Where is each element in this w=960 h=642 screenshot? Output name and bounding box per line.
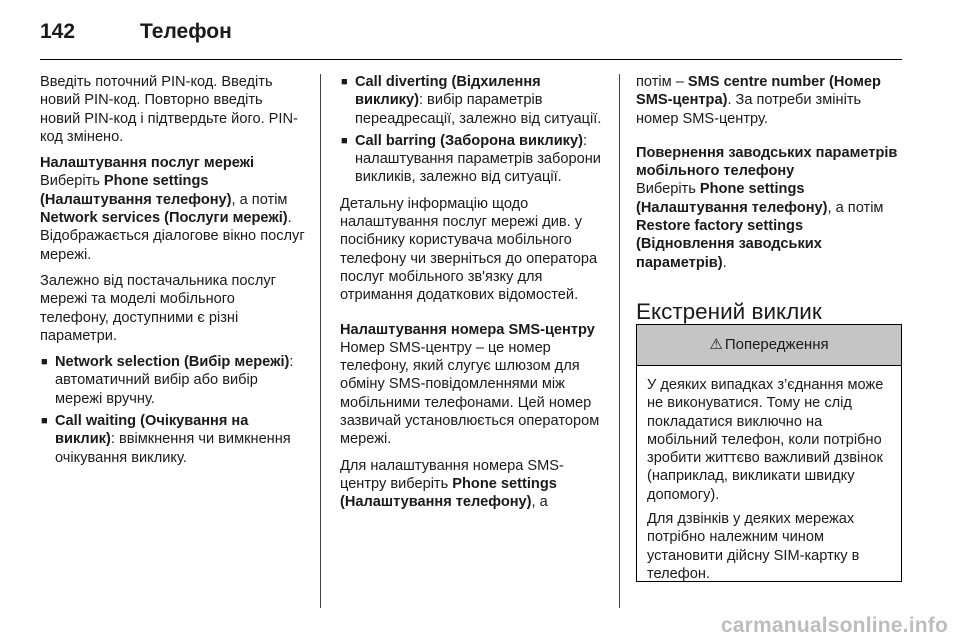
- warning-paragraph-1: У деяких випадках з’єднання може не виконуватися. Тому не слід покладатися виключно на мобільний телефон, коли потрібно зробити життєво важливий дзвінок (наприклад, викликати швидку допомогу).: [647, 377, 884, 503]
- bullet-call-waiting: [40, 412, 306, 467]
- menu-phone-settings: Phone settings (Налаштування телефону): [340, 475, 557, 511]
- page-title: Телефон: [140, 20, 232, 43]
- warning-paragraph-2: Для дзвінків у деяких мережах потрібно належним чином установити дійсну SIM-картку в телефон.: [647, 511, 860, 582]
- bullet-call-diverting: [340, 73, 608, 128]
- bullet-label: Call barring (Заборона виклику): [355, 132, 583, 149]
- bullet-list-1: [40, 353, 306, 467]
- bullet-text: : налаштування параметрів заборони викликів, залежно від ситуації.: [355, 132, 601, 186]
- column-divider-1: [320, 74, 321, 608]
- bullet-label: Call waiting (Очікування на виклик): [55, 413, 249, 448]
- page-number: 142: [40, 20, 76, 43]
- bullet-network-selection: [40, 353, 306, 408]
- text: потім –: [636, 74, 688, 90]
- subheading-factory-reset: Повернення заводських параметрів мобільного телефону: [636, 144, 898, 180]
- menu-sms-centre-number: SMS centre number (Номер SMS-центра): [636, 74, 881, 109]
- bullet-call-barring: [340, 132, 608, 187]
- paragraph-options: Залежно від постачальника послуг мережі та моделі мобільного телефону, доступними є різні параметри.: [40, 272, 276, 344]
- menu-phone-settings: Phone settings (Налаштування телефону): [636, 181, 828, 216]
- paragraph-sms-setup: [340, 457, 608, 512]
- column-divider-2: [619, 74, 620, 608]
- warning-icon: ⚠: [709, 336, 723, 353]
- intro-paragraph: Введіть поточний PIN-код. Введіть новий PIN-код. Повторно введіть новий PIN-код і підтвердьте його. PIN-код змінено.: [40, 74, 298, 145]
- column-2: [340, 73, 608, 520]
- watermark: carmanualsonline.info: [720, 614, 948, 637]
- menu-restore-factory: Restore factory settings (Відновлення заводських параметрів): [636, 218, 822, 271]
- text: .: [722, 254, 727, 271]
- menu-phone-settings: Phone settings (Налаштування телефону): [40, 173, 232, 208]
- section-title-emergency-call: Екстрений виклик: [636, 298, 822, 324]
- text: . За потреби змініть номер SMS-центру.: [636, 92, 862, 127]
- column-1: [40, 73, 306, 475]
- bullet-text: : вибір параметрів переадресації, залежно від ситуації.: [355, 92, 602, 127]
- column-3: [636, 73, 902, 326]
- page-header: [40, 14, 902, 60]
- warning-header: [637, 325, 901, 366]
- bullet-text: : ввімкнення чи вимкнення очікування виклику.: [55, 431, 291, 466]
- subheading-network-services: Налаштування послуг мережі: [40, 155, 255, 172]
- subheading-sms-centre: Налаштування номера SMS-центру: [340, 321, 595, 338]
- paragraph-sms-number: [636, 73, 902, 128]
- header-divider: [40, 59, 902, 60]
- text: Для налаштування номера SMS-центру виберіть: [340, 457, 564, 492]
- paragraph-sms-centre: Номер SMS-центру – це номер телефону, який слугує шлюзом для обміну SMS-повідомленнями між мобільними телефонами. Цей номер зазвичай установлюється оператором мережі.: [340, 339, 600, 448]
- text: , а потім: [231, 191, 288, 208]
- paragraph-network-services: [40, 172, 306, 263]
- bullet-list-2: [340, 73, 608, 187]
- paragraph-details: Детальну інформацію щодо налаштування послуг мережі див. у посібнику користувача мобільного телефону чи зверніться до оператора послуг мобільного зв'язку для отримання додаткових відомостей.: [340, 195, 598, 304]
- warning-body: [637, 366, 901, 583]
- text: . Відображається діалогове вікно послуг мережі.: [40, 210, 305, 263]
- text: Виберіть: [40, 173, 104, 190]
- text: , а: [531, 494, 548, 511]
- warning-title: Попередження: [724, 336, 829, 353]
- text: , а потім: [827, 199, 884, 216]
- bullet-label: Call diverting (Відхилення виклику): [355, 74, 541, 109]
- text: Виберіть: [636, 181, 700, 198]
- paragraph-factory-reset: [636, 180, 902, 271]
- menu-network-services: Network services (Послуги мережі): [40, 210, 288, 227]
- warning-box: [636, 324, 902, 582]
- bullet-label: Network selection (Вибір мережі): [55, 354, 290, 371]
- bullet-text: : автоматичний вибір або вибір мережі вручну.: [55, 354, 294, 407]
